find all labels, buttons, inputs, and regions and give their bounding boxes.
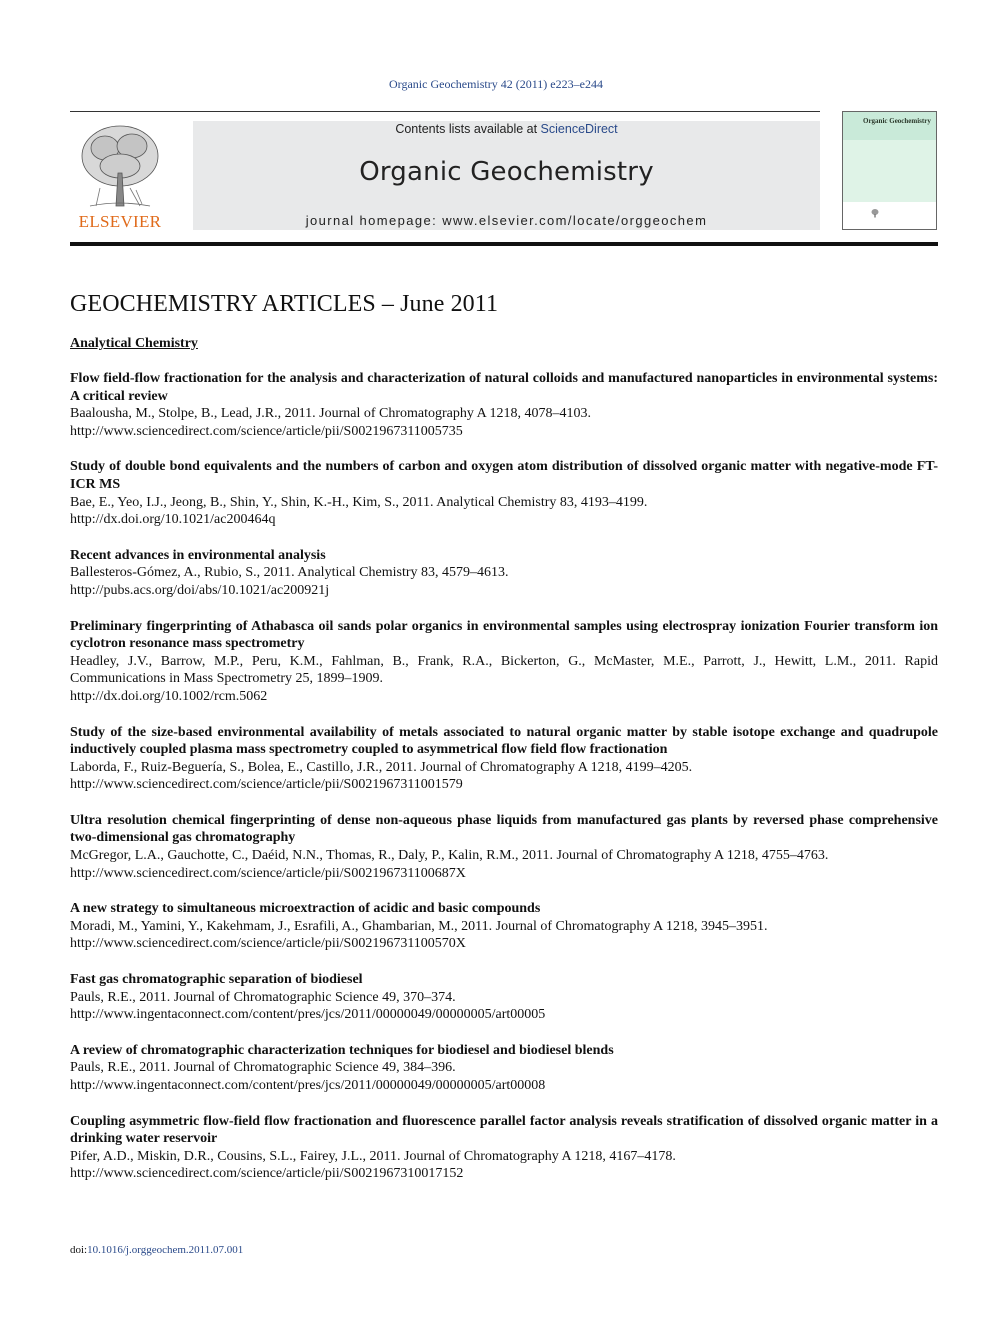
article-reference: Laborda, F., Ruiz-Beguería, S., Bolea, E., Castillo, J.R., 2011. Journal of Chromatography A 1218, 4199–4205. [70,759,693,775]
article-entry [70,618,938,706]
article-title: Preliminary fingerprinting of Athabasca oil sands polar organics in environmental samples using electrospray ionization Fourier transform ion cyclotron resonance mass spectrometry [70,618,938,652]
running-head[interactable]: Organic Geochemistry 42 (2011) e223–e244 [389,77,603,91]
article-url[interactable]: http://www.sciencedirect.com/science/article/pii/S002196731100687X [70,865,466,881]
doi-prefix: doi: [70,1244,88,1256]
article-reference: McGregor, L.A., Gauchotte, C., Daéid, N.N., Thomas, R., Daly, P., Kalin, R.M., 2011. Journal of Chromatography A 1218, 4755–4763. [70,848,829,864]
article-title: Flow field-flow fractionation for the analysis and characterization of natural colloids and manufactured nanoparticles in environmental systems: A critical review [70,371,938,404]
doi-link[interactable]: 10.1016/j.orggeochem.2011.07.001 [87,1244,244,1256]
contents-prefix: Contents lists available at [395,122,541,136]
journal-cover-thumbnail[interactable] [842,111,937,230]
article-url[interactable]: http://dx.doi.org/10.1002/rcm.5062 [70,688,268,704]
article-entry [70,971,938,1024]
article-entry [70,1113,938,1183]
article-entry [70,458,938,528]
article-entry [70,812,938,882]
journal-homepage[interactable]: journal homepage: www.elsevier.com/locate/orggeochem [305,213,708,228]
journal-name: Organic Geochemistry [359,157,654,187]
cover-body [843,140,936,202]
article-url[interactable]: http://www.sciencedirect.com/science/article/pii/S0021967311001579 [70,777,463,793]
article-url[interactable]: http://pubs.acs.org/doi/abs/10.1021/ac200921j [70,582,330,598]
article-reference: Moradi, M., Yamini, Y., Kakehmam, J., Esrafili, A., Ghambarian, M., 2011. Journal of Chromatography A 1218, 3945–3951. [70,918,768,934]
article-reference: Pauls, R.E., 2011. Journal of Chromatographic Science 49, 370–374. [70,989,456,1005]
article-url[interactable]: http://www.sciencedirect.com/science/article/pii/S0021967310017152 [70,1166,464,1182]
article-url[interactable]: http://www.sciencedirect.com/science/article/pii/S0021967311005735 [70,423,463,439]
article-title: A new strategy to simultaneous microextraction of acidic and basic compounds [70,901,541,917]
article-reference: Ballesteros-Gómez, A., Rubio, S., 2011. Analytical Chemistry 83, 4579–4613. [70,565,509,581]
article-title: Study of the size-based environmental availability of metals associated to natural organic matter by stable isotope exchange and quadrupole inductively coupled plasma mass spectrometry coupled to asymmetrical flow field flow fractionation [70,724,938,758]
article-url[interactable]: http://www.sciencedirect.com/science/article/pii/S002196731100570X [70,936,466,952]
article-title: Recent advances in environmental analysis [70,547,326,563]
article-url[interactable]: http://dx.doi.org/10.1021/ac200464q [70,512,276,528]
masthead-rule [70,242,938,246]
footer-doi [70,1244,243,1256]
cover-title: Organic Geochemistry [863,117,931,125]
subsection-heading: Analytical Chemistry [70,336,198,351]
article-title: Coupling asymmetric flow-field flow fractionation and fluorescence parallel factor analysis reveals stratification of dissolved organic matter in a drinking water reservoir [70,1113,938,1147]
article-list [70,370,938,1201]
article-title: Study of double bond equivalents and the numbers of carbon and oxygen atom distribution of dissolved organic matter with negative-mode FT-ICR MS [70,459,938,492]
sciencedirect-link[interactable]: ScienceDirect [540,122,618,136]
article-url[interactable]: http://www.ingentaconnect.com/content/pres/jcs/2011/00000049/00000005/art00008 [70,1078,546,1093]
header-rule [70,111,820,112]
article-entry [70,370,938,440]
article-title: A review of chromatographic characterization techniques for biodiesel and biodiesel blends [70,1042,614,1058]
article-reference: Pauls, R.E., 2011. Journal of Chromatographic Science 49, 384–396. [70,1060,456,1076]
journal-masthead [193,121,820,230]
article-entry [70,547,938,600]
article-title: Fast gas chromatographic separation of biodiesel [70,972,363,988]
article-url[interactable]: http://www.ingentaconnect.com/content/pres/jcs/2011/00000049/00000005/art00005 [70,1007,546,1023]
article-entry [70,900,938,953]
article-title: Ultra resolution chemical fingerprinting of dense non-aqueous phase liquids from manufactured gas plants by reversed phase comprehensive two-dimensional gas chromatography [70,812,938,846]
section-title: GEOCHEMISTRY ARTICLES – June 2011 [70,291,499,317]
contents-line [193,121,820,137]
article-reference: Pifer, A.D., Miskin, D.R., Cousins, S.L., Fairey, J.L., 2011. Journal of Chromatography A 1218, 4167–4178. [70,1148,676,1164]
article-entry [70,724,938,794]
cover-logo-icon [871,208,879,218]
article-entry [70,1042,938,1095]
article-reference: Bae, E., Yeo, I.J., Jeong, B., Shin, Y., Shin, K.-H., Kim, S., 2011. Analytical Chemistry 83, 4193–4199. [70,494,648,510]
elsevier-wordmark[interactable]: ELSEVIER [78,212,162,231]
article-reference: Headley, J.V., Barrow, M.P., Peru, K.M., Fahlman, B., Frank, R.A., Bickerton, G., McMaster, M.E., Parrott, J., Hewitt, L.M., 2011. Rapid Communications in Mass Spectrometry 25, 1899–1909. [70,653,938,687]
article-reference: Baalousha, M., Stolpe, B., Lead, J.R., 2011. Journal of Chromatography A 1218, 4078–4103. [70,406,591,422]
